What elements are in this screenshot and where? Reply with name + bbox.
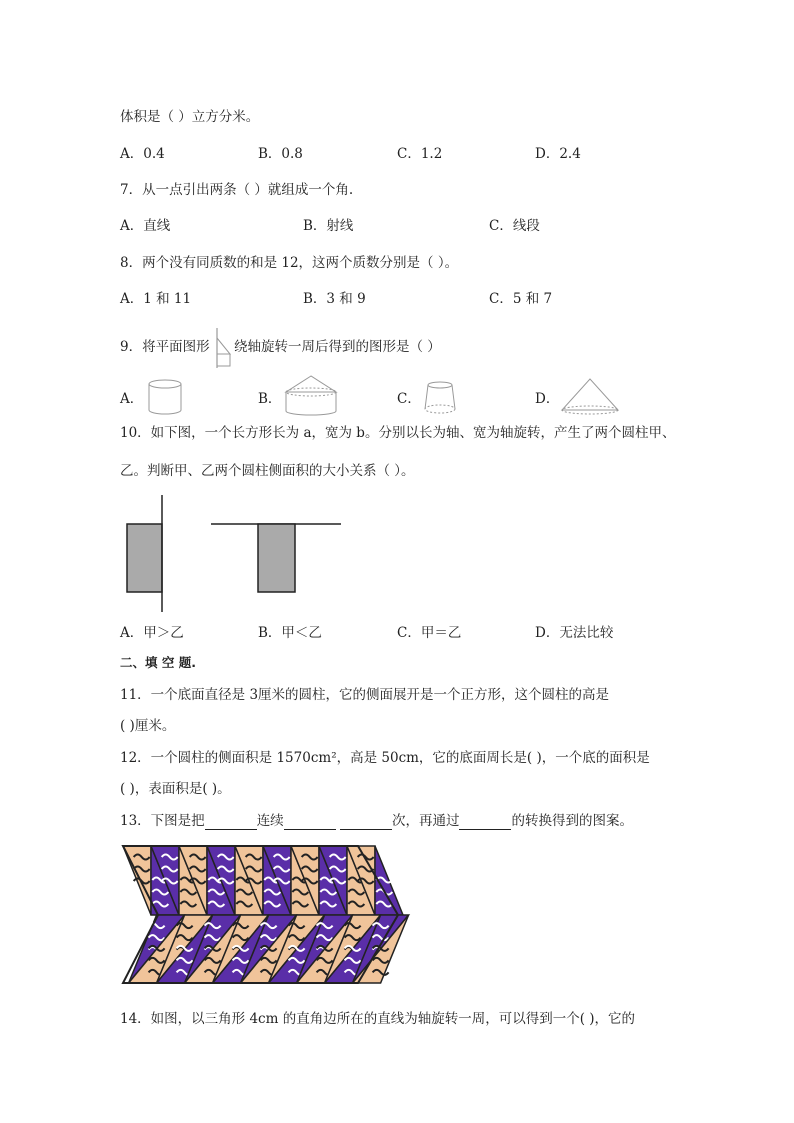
rectangle-rotation-diagram (120, 495, 350, 615)
q11-question-line1: 11．一个底面直径是 3厘米的圆柱，它的侧面展开是一个正方形，这个圆柱的高是 (120, 687, 610, 703)
q9-question-end: 绕轴旋转一周后得到的图形是（ ） (234, 339, 441, 355)
q10-question-line1: 10．如下图，一个长方形长为 a，宽为 b。分别以长为轴、宽为轴旋转，产生了两个圆柱甲、 (120, 425, 676, 441)
q13-part-a: 13．下图是把 (120, 813, 205, 829)
q8-option-b[interactable]: B．3 和 9 (303, 291, 366, 307)
q8-option-c[interactable]: C．5 和 7 (489, 291, 553, 307)
q9-plane-figure-icon (212, 328, 234, 368)
q6-option-c[interactable]: C．1.2 (397, 146, 443, 162)
cone-icon (560, 378, 620, 416)
q13-part-b: 连续 (256, 813, 284, 829)
q9-option-c[interactable]: C． (397, 391, 421, 407)
q10-option-c[interactable]: C．甲＝乙 (397, 625, 462, 641)
q13-question (120, 812, 633, 830)
q13-blank-4[interactable] (459, 816, 511, 830)
q13-part-d: 的转换得到的图案。 (511, 813, 633, 829)
q7-option-b[interactable]: B．射线 (303, 218, 354, 234)
q8-question: 8．两个没有同质数的和是 12，这两个质数分别是（ ）。 (120, 255, 459, 271)
cone-on-cylinder-icon (283, 375, 339, 417)
rectangle-left (127, 524, 162, 592)
q10-option-d[interactable]: D．无法比较 (535, 625, 614, 641)
q12-question-line1: 12．一个圆柱的侧面积是 1570cm²，高是 50cm，它的底面周长是( )，一个底的面积是 (120, 750, 650, 766)
volume-line: 体积是（ ）立方分米。 (120, 109, 260, 125)
q9-option-a[interactable]: A． (120, 391, 144, 407)
q7-question: 7．从一点引出两条（ ）就组成一个角. (120, 182, 354, 198)
q13-blank-2[interactable] (284, 816, 336, 830)
frustum-icon (422, 380, 458, 416)
q9-question-start: 9．将平面图形 (120, 339, 210, 355)
q12-question-line2: ( )，表面积是( )。 (120, 781, 231, 797)
q10-option-b[interactable]: B．甲＜乙 (258, 625, 322, 641)
q6-option-b[interactable]: B．0.8 (258, 146, 303, 162)
tessellation-pattern-image (118, 843, 403, 987)
q10-option-a[interactable]: A．甲＞乙 (120, 625, 184, 641)
q11-question-line2: ( )厘米。 (120, 718, 176, 734)
q14-question: 14．如图，以三角形 4cm 的直角边所在的直线为轴旋转一周，可以得到一个( )，它的 (120, 1011, 636, 1027)
q6-option-d[interactable]: D．2.4 (535, 146, 581, 162)
q13-part-c: 次，再通过 (391, 813, 460, 829)
q7-option-a[interactable]: A．直线 (120, 218, 171, 234)
q7-option-c[interactable]: C．线段 (489, 218, 540, 234)
q13-blank-3[interactable] (340, 816, 392, 830)
q13-blank-1[interactable] (205, 816, 257, 830)
q6-option-a[interactable]: A．0.4 (120, 146, 165, 162)
section-heading: 二、填 空 题. (120, 655, 196, 670)
q9-option-d[interactable]: D． (535, 391, 560, 407)
q10-question-line2: 乙。判断甲、乙两个圆柱侧面积的大小关系（ ）。 (120, 463, 415, 479)
q8-option-a[interactable]: A．1 和 11 (120, 291, 192, 307)
cylinder-icon (146, 378, 184, 416)
rectangle-right (258, 524, 295, 592)
q9-option-b[interactable]: B． (258, 391, 282, 407)
